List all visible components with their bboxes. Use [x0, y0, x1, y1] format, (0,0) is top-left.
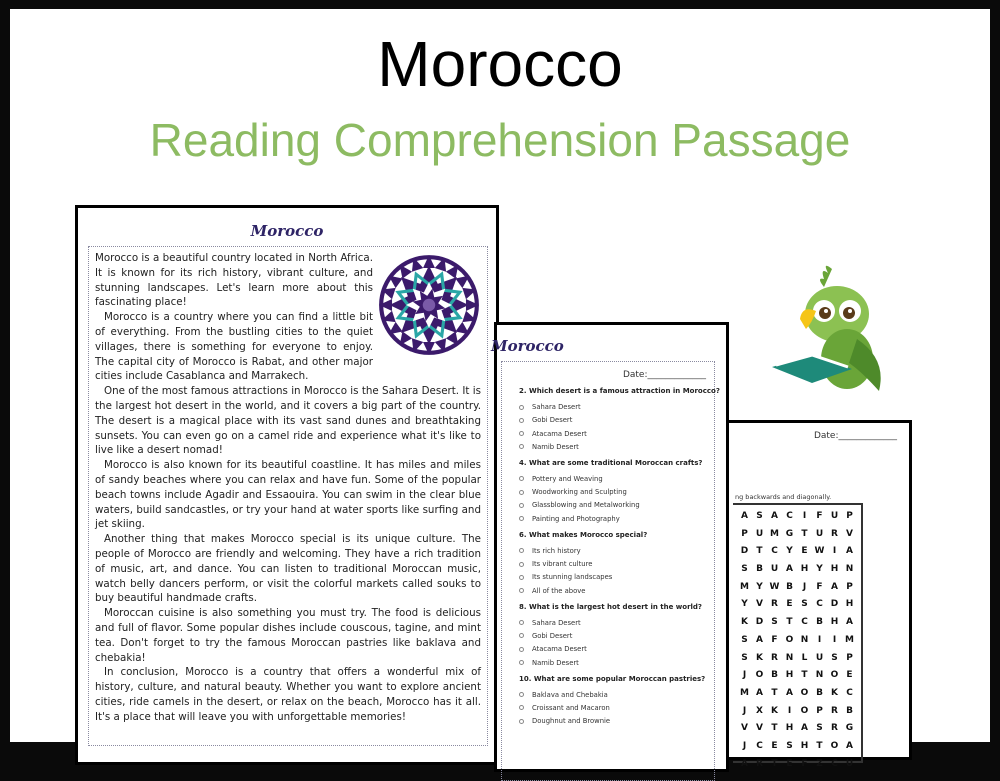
question-text: 10. What are some popular Moroccan pastries? — [519, 674, 706, 683]
grid-row — [737, 617, 861, 635]
question — [497, 459, 726, 523]
answer-option[interactable]: Its rich history — [519, 547, 726, 555]
grid-row — [737, 706, 861, 724]
answer-option[interactable]: Gobi Desert — [519, 632, 726, 640]
grid-letter[interactable]: S — [741, 634, 748, 645]
grid-letter[interactable]: M — [740, 687, 749, 698]
question-text: 8. What is the largest hot desert in the world? — [519, 602, 702, 611]
grid-letter[interactable]: T — [771, 687, 778, 698]
grid-letter[interactable]: F — [801, 758, 808, 769]
passage-paragraph: Another thing that makes Morocco special is its unique culture. The people of Morocco are friendly and welcoming. They have a rich tradition of music, art, and dance. You can listen to traditional Moroccan music, watch belly dancers perform, or visit the colorful markets called souks to buy beautiful handmade crafts. — [95, 533, 481, 605]
quiz-page — [491, 322, 729, 772]
grid-letter[interactable]: D — [755, 617, 764, 628]
question — [497, 603, 726, 667]
grid-letter[interactable]: N — [800, 634, 809, 645]
grid-letter[interactable]: C — [756, 740, 763, 751]
grid-letter[interactable]: T — [816, 740, 823, 751]
grid-letter[interactable]: T — [756, 546, 763, 557]
grid-letter[interactable]: A — [756, 687, 763, 698]
grid-letter[interactable]: R — [771, 652, 778, 663]
grid-letter[interactable]: H — [845, 599, 854, 610]
answer-option[interactable]: Namib Desert — [519, 659, 726, 667]
answer-option[interactable]: All of the above — [519, 587, 726, 595]
grid-letter[interactable]: T — [801, 670, 808, 681]
grid-letter[interactable]: K — [771, 705, 778, 716]
grid-letter[interactable]: F — [771, 634, 778, 645]
grid-letter[interactable]: C — [846, 687, 853, 698]
grid-letter[interactable]: Y — [741, 599, 748, 610]
grid-letter[interactable]: C — [816, 599, 823, 610]
grid-letter[interactable]: Y — [816, 564, 823, 575]
grid-letter[interactable]: O — [785, 634, 794, 645]
answer-option[interactable]: Croissant and Macaron — [519, 704, 726, 712]
grid-letter[interactable]: B — [756, 564, 763, 575]
grid-letter[interactable]: J — [742, 670, 747, 681]
grid-letter[interactable]: N — [815, 670, 824, 681]
grid-letter[interactable]: T — [771, 723, 778, 734]
grid-letter[interactable]: P — [816, 705, 823, 716]
question-text: 2. Which desert is a famous attraction in Morocco? — [519, 387, 720, 395]
grid-letter[interactable]: U — [830, 511, 839, 521]
product-preview — [10, 9, 990, 769]
passage-paragraph: One of the most famous attractions in Morocco is the Sahara Desert. It is the largest hot desert in the world, and it covers a big part of the country. The desert is a magical place with its vast sand dunes and breathtaking sunsets. You can even go on a camel ride and experience what it's like to live like a desert nomad! — [95, 385, 481, 457]
grid-letter[interactable]: F — [816, 581, 823, 592]
grid-letter[interactable]: A — [741, 511, 748, 521]
grid-letter[interactable]: O — [800, 687, 809, 698]
grid-letter[interactable]: O — [830, 670, 839, 681]
page-subtitle: Reading Comprehension Passage — [149, 114, 851, 166]
passage-title: Morocco — [250, 222, 324, 240]
question — [497, 675, 726, 726]
grid-letter[interactable]: B — [786, 581, 793, 592]
grid-letter[interactable]: H — [800, 564, 809, 575]
answer-option[interactable]: Painting and Photography — [519, 515, 726, 523]
grid-letter[interactable]: A — [846, 546, 853, 557]
grid-letter[interactable]: M — [740, 581, 749, 592]
grid-row — [737, 653, 861, 671]
answer-option[interactable]: Its stunning landscapes — [519, 573, 726, 581]
grid-letter[interactable]: A — [786, 564, 793, 575]
grid-letter[interactable]: R — [756, 758, 763, 769]
grid-letter[interactable]: E — [846, 670, 853, 681]
grid-letter[interactable]: H — [830, 564, 839, 575]
grid-letter[interactable]: C — [786, 511, 793, 521]
question-list — [497, 387, 726, 733]
grid-letter[interactable]: S — [816, 723, 823, 734]
grid-letter[interactable]: W — [769, 581, 780, 592]
grid-letter[interactable]: N — [785, 652, 794, 663]
grid-letter[interactable]: R — [771, 599, 778, 610]
quiz-title: Morocco — [491, 337, 564, 355]
passage-paragraph: Morocco is a beautiful country located in North Africa. It is known for its rich history, vibrant culture, and stunning landscapes. Let's learn more about this fascinating place! — [95, 252, 373, 309]
question-text: 4. What are some traditional Moroccan crafts? — [519, 458, 703, 467]
grid-letter[interactable]: I — [802, 511, 807, 521]
grid-letter[interactable]: T — [801, 528, 808, 539]
grid-letter[interactable]: V — [756, 723, 763, 734]
grid-letter[interactable]: A — [801, 723, 808, 734]
answer-option[interactable]: Glassblowing and Metalworking — [519, 501, 726, 509]
grid-letter[interactable]: K — [741, 617, 748, 628]
answer-option[interactable]: Baklava and Chebakia — [519, 691, 726, 699]
grid-letter[interactable]: R — [831, 705, 838, 716]
grid-row — [737, 759, 861, 777]
grid-letter[interactable]: U — [755, 528, 764, 539]
grid-letter[interactable]: O — [830, 740, 839, 751]
grid-letter[interactable]: S — [786, 740, 793, 751]
grid-row — [737, 582, 861, 600]
grid-letter[interactable]: F — [816, 511, 823, 521]
grid-letter[interactable]: P — [846, 581, 853, 592]
page-title: Morocco — [377, 28, 623, 100]
answer-option[interactable]: Atacama Desert — [519, 645, 726, 653]
grid-letter[interactable]: H — [785, 670, 794, 681]
grid-letter[interactable]: O — [800, 705, 809, 716]
grid-letter[interactable]: B — [816, 617, 823, 628]
grid-letter[interactable]: S — [741, 564, 748, 575]
grid-letter[interactable]: I — [832, 634, 837, 645]
wordsearch-page — [710, 420, 912, 769]
grid-letter[interactable]: Z — [816, 758, 823, 769]
grid-letter[interactable]: U — [815, 652, 824, 663]
grid-letter[interactable]: V — [756, 599, 763, 610]
grid-row — [737, 599, 861, 617]
grid-letter[interactable]: C — [771, 546, 778, 557]
grid-letter[interactable]: D — [830, 599, 839, 610]
answer-option[interactable]: Namib Desert — [519, 443, 726, 451]
passage-paragraph: Moroccan cuisine is also something you must try. The food is delicious and full of flavor. Some popular dishes include couscous, tagine, and mint tea. Don't forget to try the famous Moroccan pastries like baklava and chebakia! — [95, 607, 481, 664]
grid-row — [737, 511, 861, 529]
grid-letter[interactable]: E — [786, 758, 793, 769]
passage-page — [75, 205, 499, 765]
grid-letter[interactable]: I — [817, 634, 822, 645]
passage-box — [88, 246, 488, 746]
grid-letter[interactable]: A — [831, 581, 838, 592]
grid-letter[interactable]: V — [846, 528, 853, 539]
passage-paragraph: Morocco is a country where you can find a little bit of everything. From the bustling cities to the quiet villages, there is something for everyone to enjoy. The capital city of Morocco is Rabat, and other major cities include Casablanca and Marrakech. — [95, 311, 373, 383]
grid-row — [737, 635, 861, 653]
grid-letter[interactable]: L — [801, 652, 808, 663]
grid-letter[interactable]: S — [771, 617, 778, 628]
answer-option[interactable]: Gobi Desert — [519, 416, 726, 424]
grid-letter[interactable]: A — [741, 758, 748, 769]
grid-letter[interactable]: S — [756, 511, 763, 521]
answer-option[interactable]: Sahara Desert — [519, 403, 726, 411]
grid-letter[interactable]: D — [740, 546, 749, 557]
grid-letter[interactable]: J — [802, 581, 807, 592]
grid-letter[interactable]: C — [831, 758, 838, 769]
grid-row — [737, 741, 861, 759]
grid-letter[interactable]: M — [845, 634, 854, 645]
grid-letter[interactable]: K — [756, 652, 763, 663]
grid-letter[interactable]: W — [814, 546, 825, 557]
grid-letter[interactable]: E — [801, 546, 808, 557]
date-field: Date:_____________ — [813, 431, 897, 441]
grid-row — [737, 546, 861, 564]
passage-paragraph: Morocco is also known for its beautiful coastline. It has miles and miles of sandy beaches where you can relax and have fun. Some of the popular beach towns include Agadir and Essaouira. You can swim in the clear blue waters, build sandcastles, or try your hand at water sports like surfing and jet skiing. — [95, 459, 481, 531]
grid-letter[interactable]: A — [771, 511, 778, 521]
grid-letter[interactable]: P — [846, 652, 853, 663]
parrot-reading-icon — [762, 259, 892, 394]
answer-option[interactable]: Its vibrant culture — [519, 560, 726, 568]
grid-letter[interactable]: U — [845, 758, 854, 769]
grid-letter[interactable]: J — [742, 705, 747, 716]
grid-letter[interactable]: O — [755, 670, 764, 681]
grid-row — [737, 723, 861, 741]
grid-row — [737, 564, 861, 582]
grid-letter[interactable]: A — [756, 634, 763, 645]
grid-row — [737, 529, 861, 547]
mandala-icon — [377, 253, 481, 357]
grid-letter[interactable]: Y — [756, 581, 763, 592]
grid-letter[interactable]: R — [831, 528, 838, 539]
grid-letter[interactable]: K — [831, 687, 838, 698]
grid-letter[interactable]: A — [846, 740, 853, 751]
grid-letter[interactable]: B — [771, 670, 778, 681]
grid-letter[interactable]: S — [831, 652, 838, 663]
grid-letter[interactable]: E — [786, 599, 793, 610]
grid-letter[interactable]: U — [815, 528, 824, 539]
grid-letter[interactable]: T — [771, 758, 778, 769]
answer-option[interactable]: Atacama Desert — [519, 430, 726, 438]
word-search-grid — [733, 503, 863, 769]
instructions: ng backwards and diagonally. — [735, 493, 832, 501]
grid-letter[interactable]: H — [800, 740, 809, 751]
question — [497, 387, 726, 451]
grid-letter[interactable]: S — [801, 599, 808, 610]
grid-letter[interactable]: I — [787, 705, 792, 716]
date-field: Date:_____________ — [622, 370, 706, 380]
grid-letter[interactable]: E — [771, 740, 778, 751]
grid-letter[interactable]: P — [846, 511, 853, 521]
grid-row — [737, 670, 861, 688]
grid-letter[interactable]: N — [845, 564, 854, 575]
question-text: 6. What makes Morocco special? — [519, 530, 648, 539]
grid-letter[interactable]: S — [741, 652, 748, 663]
answer-option[interactable]: Doughnut and Brownie — [519, 717, 726, 725]
answer-option[interactable]: Woodworking and Sculpting — [519, 488, 726, 496]
grid-letter[interactable]: H — [785, 723, 794, 734]
grid-letter[interactable]: G — [785, 528, 794, 539]
grid-letter[interactable]: V — [741, 723, 748, 734]
grid-letter[interactable]: J — [742, 740, 747, 751]
grid-letter[interactable]: R — [831, 723, 838, 734]
passage-paragraph: In conclusion, Morocco is a country that offers a wonderful mix of history, culture, and natural beauty. Whether you want to explore ancient cities, ride camels in the desert, or relax on the beach, Morocco has it all. It's a place that will leave you with unforgettable memories! — [95, 666, 481, 723]
grid-letter[interactable]: Y — [786, 546, 793, 557]
question — [497, 531, 726, 595]
grid-row — [737, 688, 861, 706]
grid-letter[interactable]: B — [846, 705, 853, 716]
grid-letter[interactable]: C — [801, 617, 808, 628]
grid-letter[interactable]: U — [770, 564, 779, 575]
grid-letter[interactable]: I — [832, 546, 837, 557]
grid-letter[interactable]: A — [846, 617, 853, 628]
grid-letter[interactable]: T — [786, 617, 793, 628]
grid-letter[interactable]: A — [786, 687, 793, 698]
grid-letter[interactable]: B — [816, 687, 823, 698]
grid-letter[interactable]: P — [741, 528, 748, 539]
grid-letter[interactable]: G — [845, 723, 854, 734]
grid-letter[interactable]: H — [830, 617, 839, 628]
grid-letter[interactable]: M — [770, 528, 779, 539]
answer-option[interactable]: Sahara Desert — [519, 619, 726, 627]
grid-letter[interactable]: X — [756, 705, 763, 716]
answer-option[interactable]: Pottery and Weaving — [519, 475, 726, 483]
